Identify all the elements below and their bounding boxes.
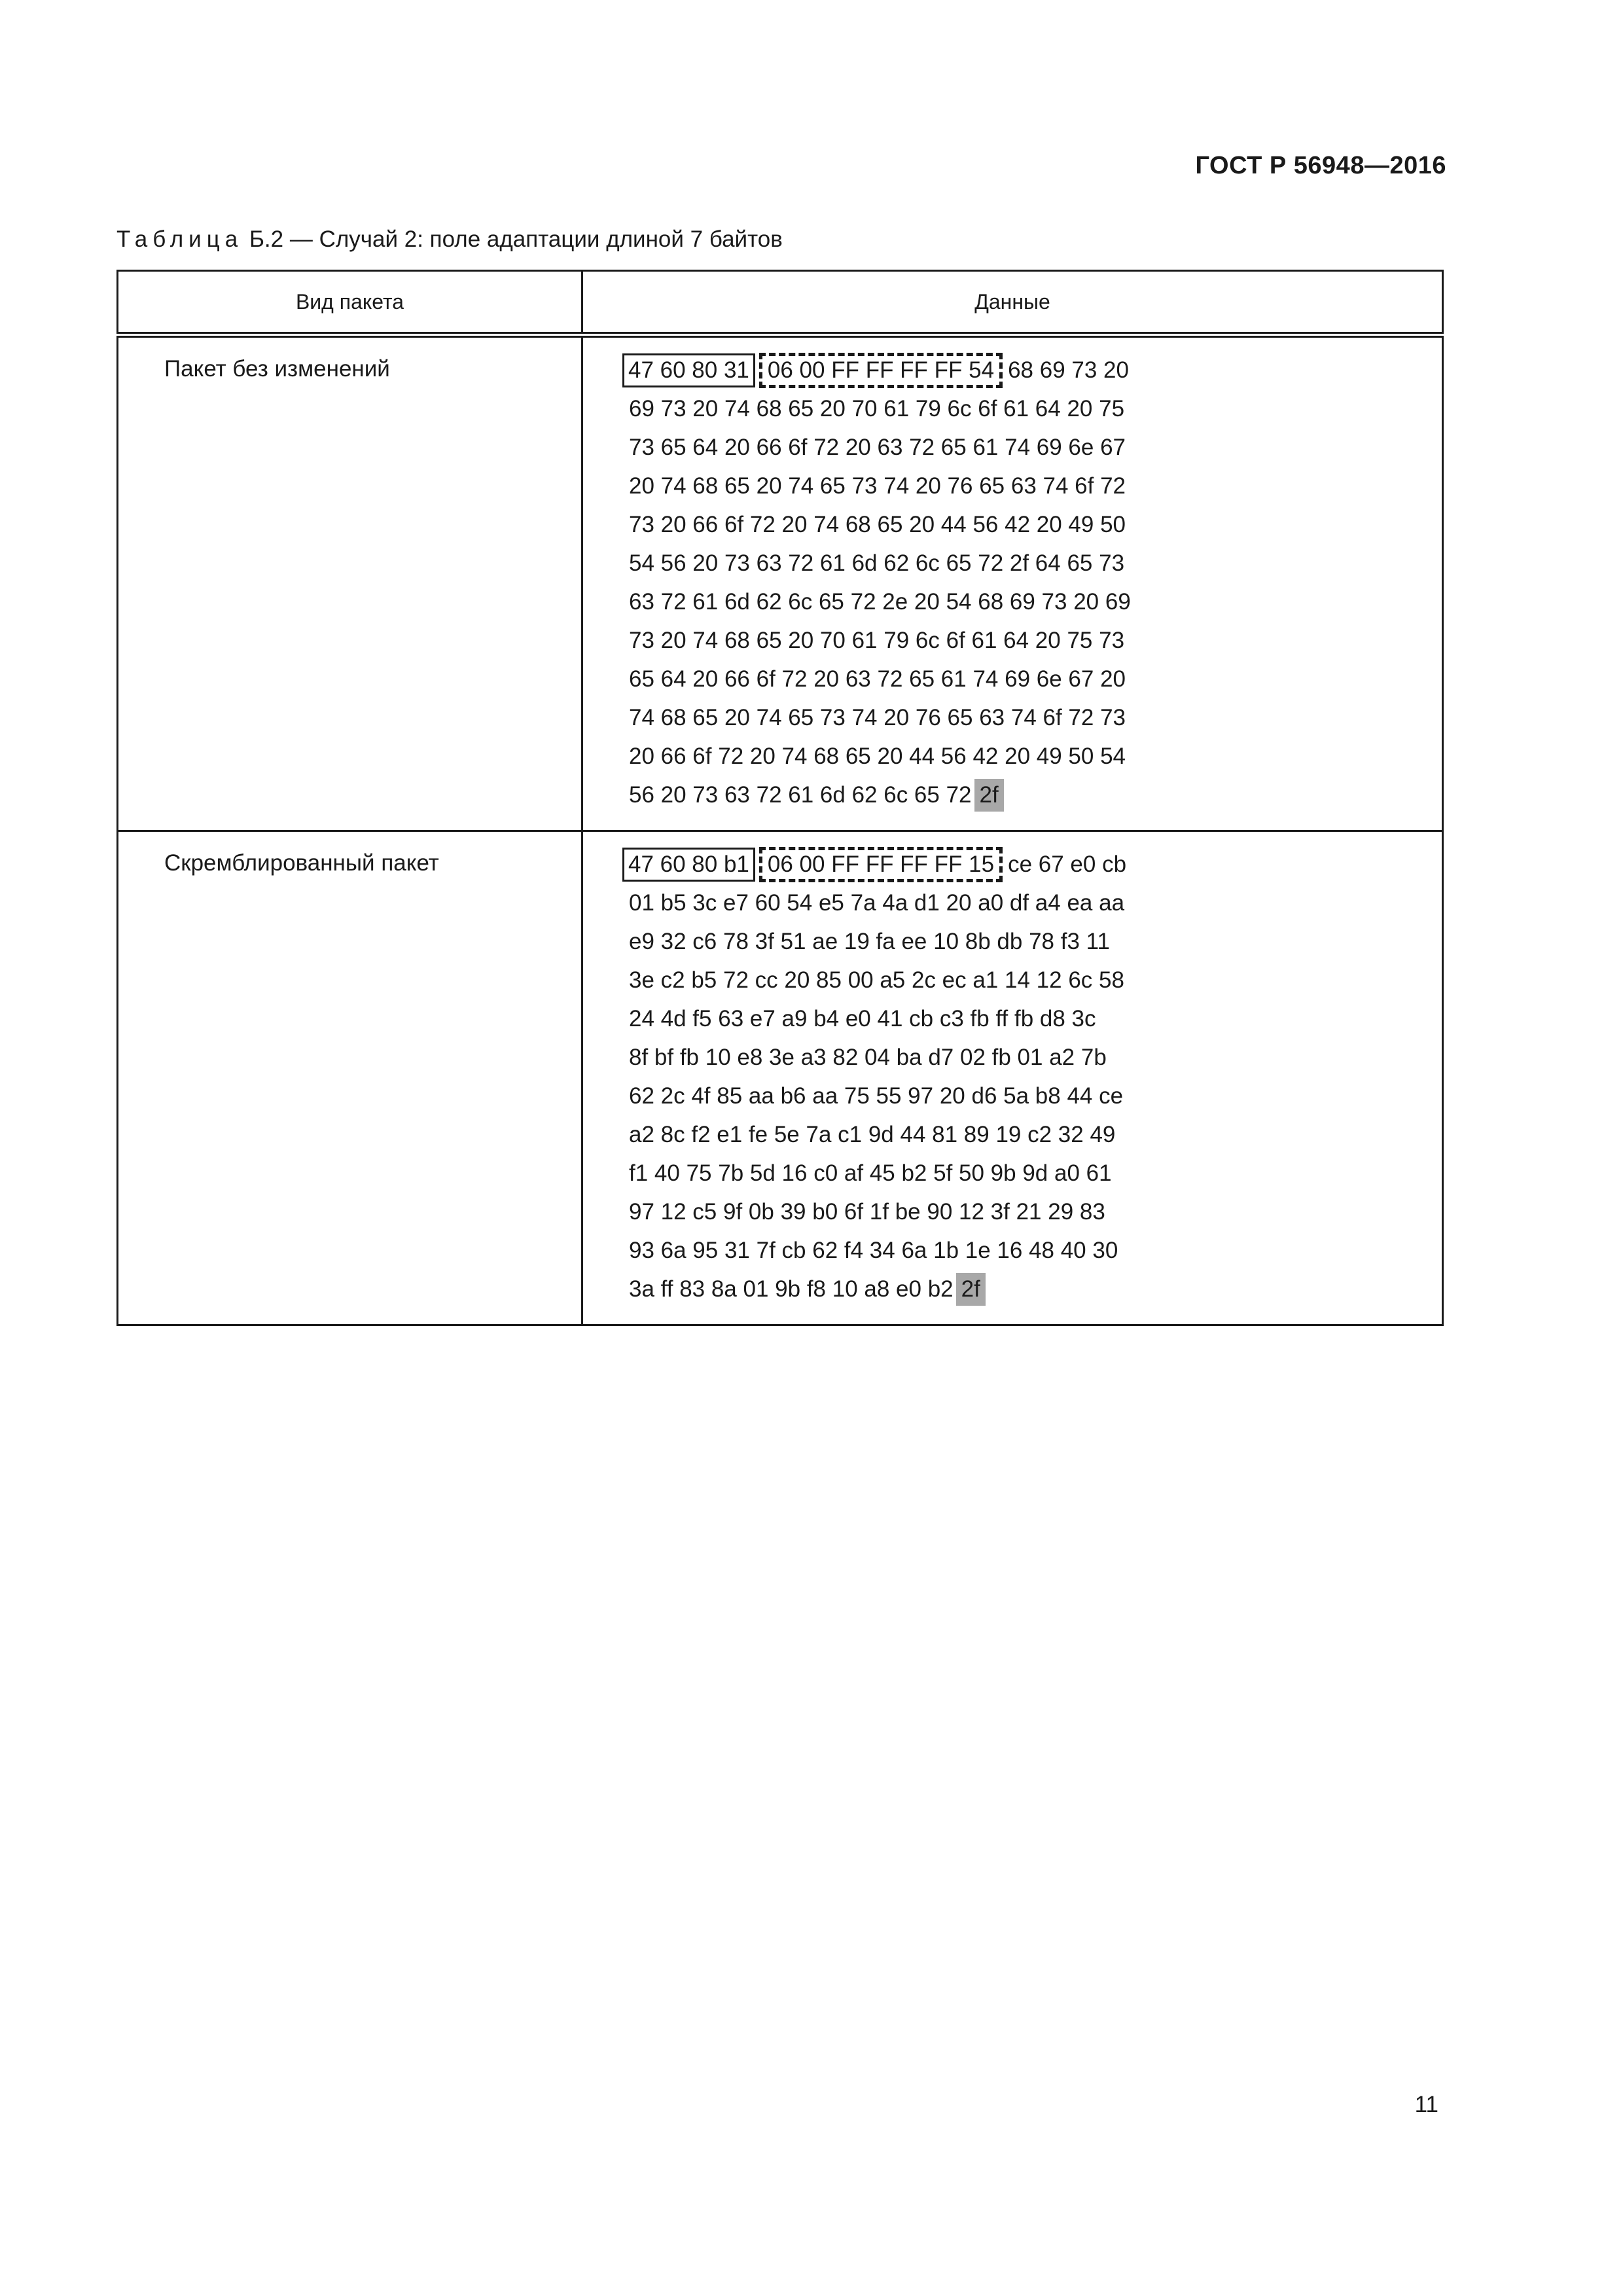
hex-line: 74 68 65 20 74 65 73 74 20 76 65 63 74 6f 72 73 (629, 705, 1126, 730)
hex-line: 01 b5 3c e7 60 54 e5 7a 4a d1 20 a0 df a4 ea aa (629, 890, 1125, 916)
hex-line: 62 2c 4f 85 aa b6 aa 75 55 97 20 d6 5a b8 44 ce (629, 1083, 1124, 1109)
hex-line: 65 64 20 66 6f 72 20 63 72 65 61 74 69 6e 67 20 (629, 666, 1126, 692)
hex-line: 97 12 c5 9f 0b 39 b0 6f 1f be 90 12 3f 21 29 83 (629, 1199, 1105, 1225)
table-row (118, 335, 1443, 831)
table-caption (116, 226, 783, 253)
hex-line: f1 40 75 7b 5d 16 c0 af 45 b2 5f 50 9b 9d a0 61 (629, 1160, 1112, 1186)
adaptation-field-bytes: 06 00 FF FF FF FF 15 (759, 847, 1003, 882)
table-caption-prefix: Таблица (116, 226, 243, 252)
hex-line: 93 6a 95 31 7f cb 62 f4 34 6a 1b 1e 16 48 40 30 (629, 1238, 1118, 1263)
data-table (116, 270, 1444, 1326)
highlighted-last-byte: 2f (974, 779, 1004, 812)
hex-line: 20 74 68 65 20 74 65 73 74 20 76 65 63 74 6f 72 (629, 473, 1126, 499)
hex-line-first (629, 845, 1442, 884)
highlighted-last-byte: 2f (956, 1273, 986, 1306)
hex-line: 73 65 64 20 66 6f 72 20 63 72 65 61 74 69 6e 67 (629, 435, 1126, 460)
document-code: ГОСТ Р 56948—2016 (1195, 152, 1446, 179)
hex-line: 73 20 74 68 65 20 70 61 79 6c 6f 61 64 20 75 73 (629, 628, 1125, 653)
packet-kind-cell: Пакет без изменений (118, 335, 582, 831)
hex-line: e9 32 c6 78 3f 51 ae 19 fa ee 10 8b db 78 f3 11 (629, 929, 1110, 954)
table-caption-text: Б.2 — Случай 2: поле адаптации длиной 7 байтов (243, 226, 783, 252)
hex-line: a2 8c f2 e1 fe 5e 7a c1 9d 44 81 89 19 c2 32 49 (629, 1122, 1116, 1147)
adaptation-field-bytes: 06 00 FF FF FF FF 54 (759, 353, 1003, 388)
table-row (118, 831, 1443, 1325)
hex-line: 20 66 6f 72 20 74 68 65 20 44 56 42 20 49 50 54 (629, 744, 1126, 769)
hex-line: 69 73 20 74 68 65 20 70 61 79 6c 6f 61 64 20 75 (629, 396, 1125, 422)
page-number: 11 (1414, 2092, 1438, 2117)
column-header-data: Данные (582, 271, 1443, 335)
packet-kind-cell: Скремблированный пакет (118, 831, 582, 1325)
ts-header-bytes: 47 60 80 31 (622, 353, 755, 387)
hex-line-last-text: 3a ff 83 8a 01 9b f8 10 a8 e0 b2 (629, 1276, 954, 1302)
packet-data-cell (582, 335, 1443, 831)
hex-line-last (629, 776, 1442, 814)
packet-data-cell (582, 831, 1443, 1325)
hex-line-first (629, 351, 1442, 389)
hex-line: 73 20 66 6f 72 20 74 68 65 20 44 56 42 20 49 50 (629, 512, 1126, 537)
hex-line-rest: ce 67 e0 cb (1008, 852, 1127, 877)
hex-line: 54 56 20 73 63 72 61 6d 62 6c 65 72 2f 64 65 73 (629, 550, 1125, 576)
column-header-kind: Вид пакета (118, 271, 582, 335)
ts-header-bytes: 47 60 80 b1 (622, 848, 755, 882)
hex-line-last-text: 56 20 73 63 72 61 6d 62 6c 65 72 (629, 782, 972, 808)
hex-line: 8f bf fb 10 e8 3e a3 82 04 ba d7 02 fb 01 a2 7b (629, 1045, 1107, 1070)
hex-line-rest: 68 69 73 20 (1008, 357, 1129, 383)
hex-line: 3e c2 b5 72 cc 20 85 00 a5 2c ec a1 14 12 6c 58 (629, 967, 1124, 993)
hex-line: 24 4d f5 63 e7 a9 b4 e0 41 cb c3 fb ff fb d8 3c (629, 1006, 1096, 1031)
table-header-row (118, 271, 1443, 335)
hex-line: 63 72 61 6d 62 6c 65 72 2e 20 54 68 69 73 20 69 (629, 589, 1131, 615)
hex-line-last (629, 1270, 1442, 1308)
